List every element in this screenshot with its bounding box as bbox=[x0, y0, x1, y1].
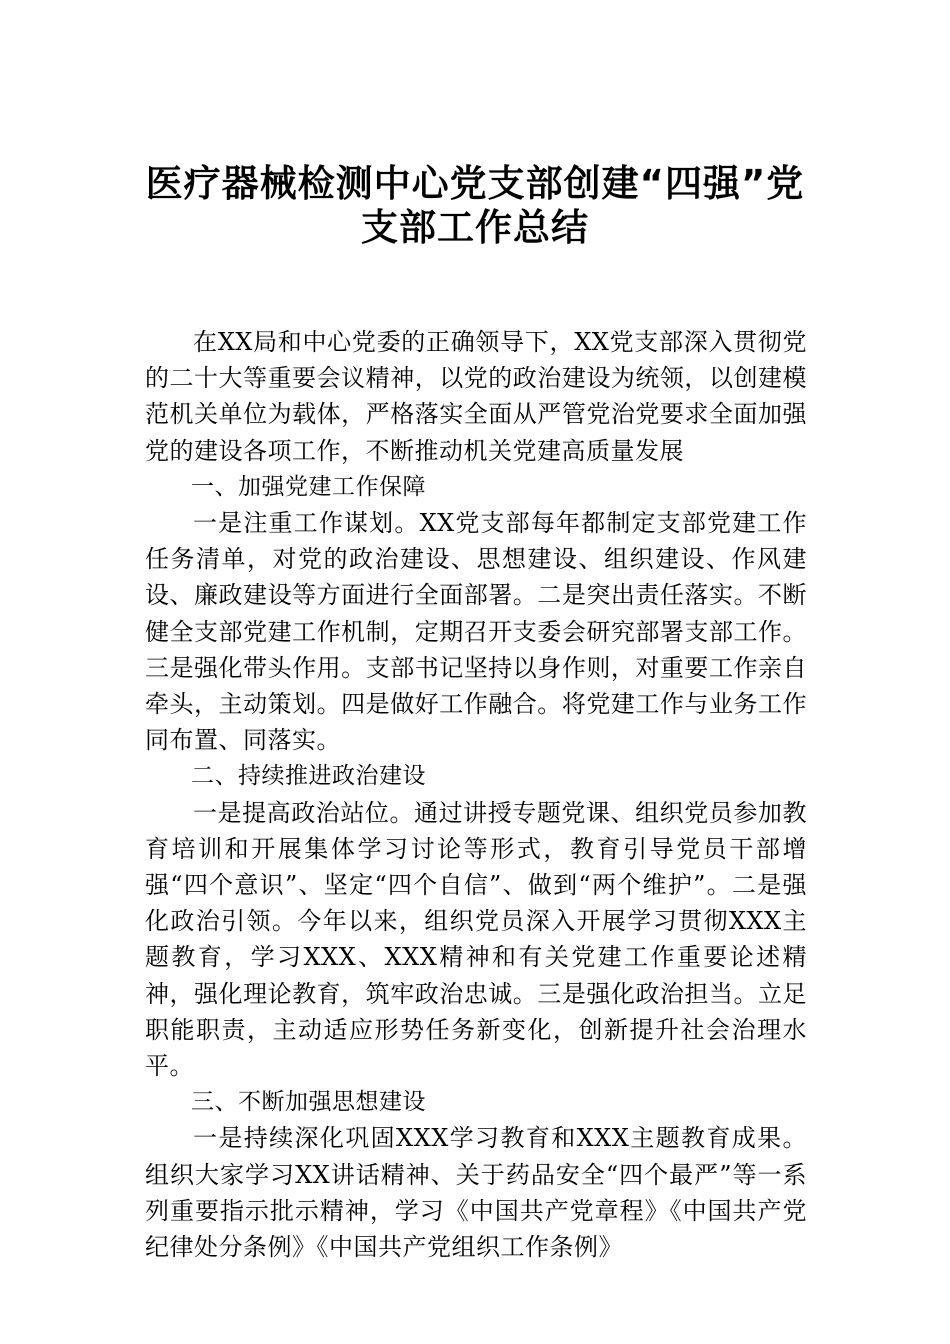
section-2-heading: 二、持续推进政治建设 bbox=[191, 763, 426, 790]
section-3-paragraph: 一是持续深化巩固XXX学习教育和XXX主题教育成果。组织大家学习XX讲话精神、关于药品安全“四个最严”等一系列重要指示批示精神，学习《中国共产党章程》《中国共产党纪律处分条例》《中国共产党组织工作条例》 bbox=[145, 1124, 807, 1262]
document-title-line-2: 支部工作总结 bbox=[361, 206, 589, 249]
section-2-paragraph: 一是提高政治站位。通过讲授专题党课、组织党员参加教育培训和开展集体学习讨论等形式，教育引导党员干部增强“四个意识”、坚定“四个自信”、做到“两个维护”。二是强化政治引领。今年以来，组织党员深入开展学习贯彻XXX主题教育，学习XXX、XXX精神和有关党建工作重要论述精神，强化理论教育，筑牢政治忠诚。三是强化政治担当。立足职能职责，主动适应形势任务新变化，创新提升社会治理水平。 bbox=[145, 798, 807, 1081]
section-1-heading: 一、加强党建工作保障 bbox=[191, 473, 426, 500]
section-3-heading: 三、不断加强思想建设 bbox=[191, 1089, 426, 1116]
intro-paragraph: 在XX局和中心党委的正确领导下，XX党支部深入贯彻党的二十大等重要会议精神，以党的政治建设为统领，以创建模范机关单位为载体，严格落实全面从严管党治党要求全面加强党的建设各项工作，不断推动机关党建高质量发展 bbox=[145, 328, 807, 465]
section-1-paragraph: 一是注重工作谋划。XX党支部每年都制定支部党建工作任务清单，对党的政治建设、思想建设、组织建设、作风建设、廉政建设等方面进行全面部署。二是突出责任落实。不断健全支部党建工作机制，定期召开支委会研究部署支部工作。三是强化带头作用。支部书记坚持以身作则，对重要工作亲自牵头，主动策划。四是做好工作融合。将党建工作与业务工作同布置、同落实。 bbox=[145, 509, 807, 755]
document-body bbox=[145, 324, 807, 1265]
document-title-line-1: 医疗器械检测中心党支部创建“四强”党 bbox=[145, 162, 805, 205]
